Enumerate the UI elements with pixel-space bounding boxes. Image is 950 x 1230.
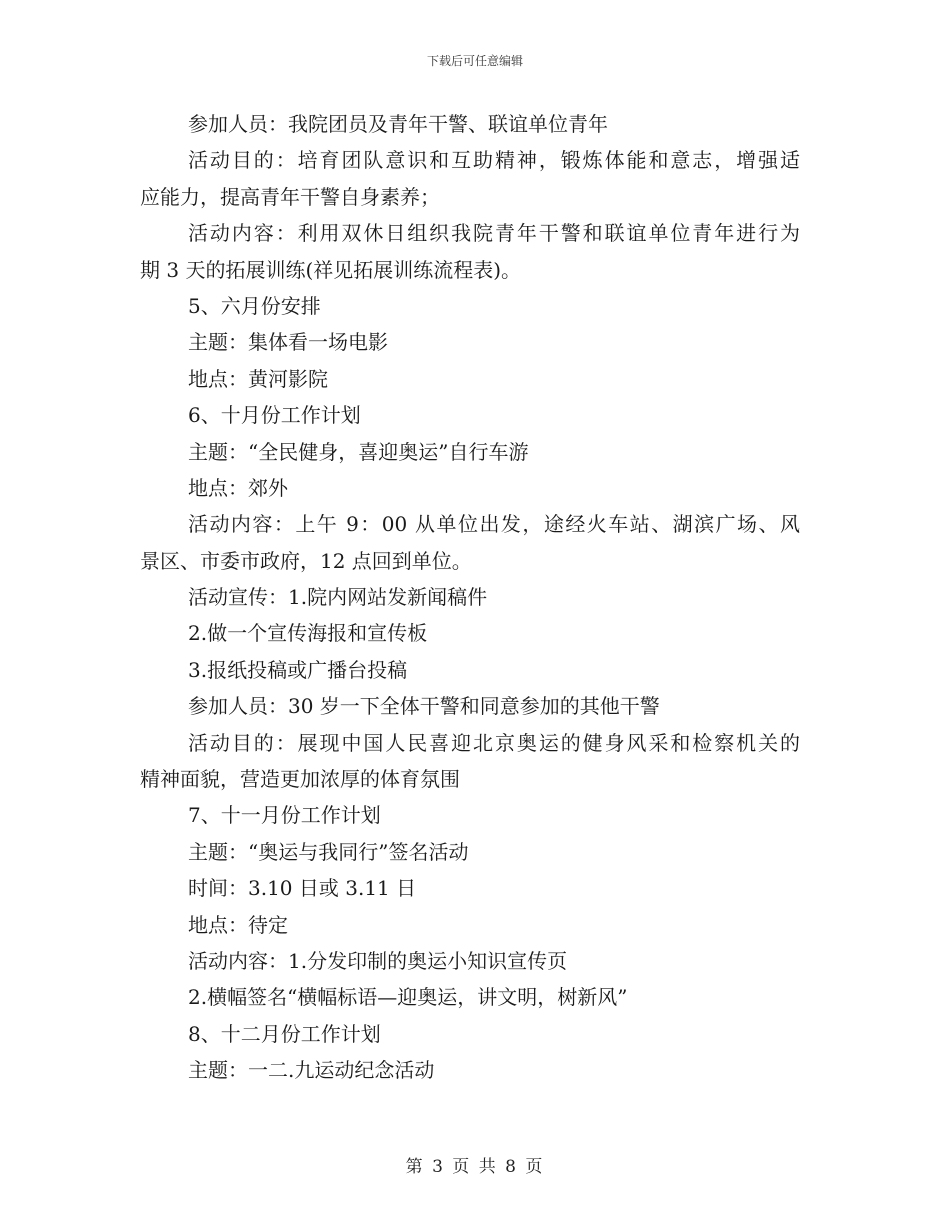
paragraph-line: 参加人员：30 岁一下全体干警和同意参加的其他干警 [188,694,660,719]
page-number-footer: 第 3 页 共 8 页 [405,1157,545,1177]
paragraph-line: 地点：郊外 [188,475,288,500]
paragraph-line: 活动内容：上午 9：00 从单位出发，途经火车站、湖滨广场、风 [188,512,800,537]
paragraph-line: 活动目的：培育团队意识和互助精神，锻炼体能和意志，增强适 [188,148,800,173]
paragraph-line: 主题：“奥运与我同行”签名活动 [188,839,469,864]
paragraph-line: 期 3 天的拓展训练(祥见拓展训练流程表)。 [140,257,522,282]
paragraph-line: 主题：“全民健身，喜迎奥运”自行车游 [188,439,529,464]
paragraph-line: 景区、市委市政府，12 点回到单位。 [140,548,472,573]
paragraph-line: 参加人员：我院团员及青年干警、联谊单位青年 [188,112,608,136]
paragraph-line: 地点：待定 [188,912,288,937]
paragraph-line: 时间：3.10 日或 3.11 日 [188,876,417,901]
paragraph-line: 主题：集体看一场电影 [188,330,388,355]
paragraph-line: 活动目的：展现中国人民喜迎北京奥运的健身风采和检察机关的 [188,730,800,755]
paragraph-line: 6、十月份工作计划 [188,403,361,428]
paragraph-line: 主题：一二.九运动纪念活动 [188,1058,435,1083]
paragraph-line: 7、十一月份工作计划 [188,803,381,828]
paragraph-line: 8、十二月份工作计划 [188,1021,381,1046]
paragraph-line: 活动内容：利用双休日组织我院青年干警和联谊单位青年进行为 [188,221,800,246]
paragraph-line: 活动宣传：1.院内网站发新闻稿件 [188,585,488,610]
document-body [140,106,800,1089]
paragraph-line: 3.报纸投稿或广播台投稿 [188,657,408,682]
paragraph-line: 应能力，提高青年干警自身素养； [140,184,440,209]
paragraph-line: 2.做一个宣传海报和宣传板 [188,621,428,646]
paragraph-line: 5、六月份安排 [188,293,321,318]
paragraph-line: 2.横幅签名“横幅标语—迎奥运，讲文明，树新风” [188,985,628,1010]
page-header: 下载后可任意编辑 [426,54,523,68]
paragraph-line: 地点：黄河影院 [188,366,328,391]
paragraph-line: 精神面貌，营造更加浓厚的体育氛围 [140,767,460,792]
paragraph-line: 活动内容：1.分发印制的奥运小知识宣传页 [188,948,568,973]
